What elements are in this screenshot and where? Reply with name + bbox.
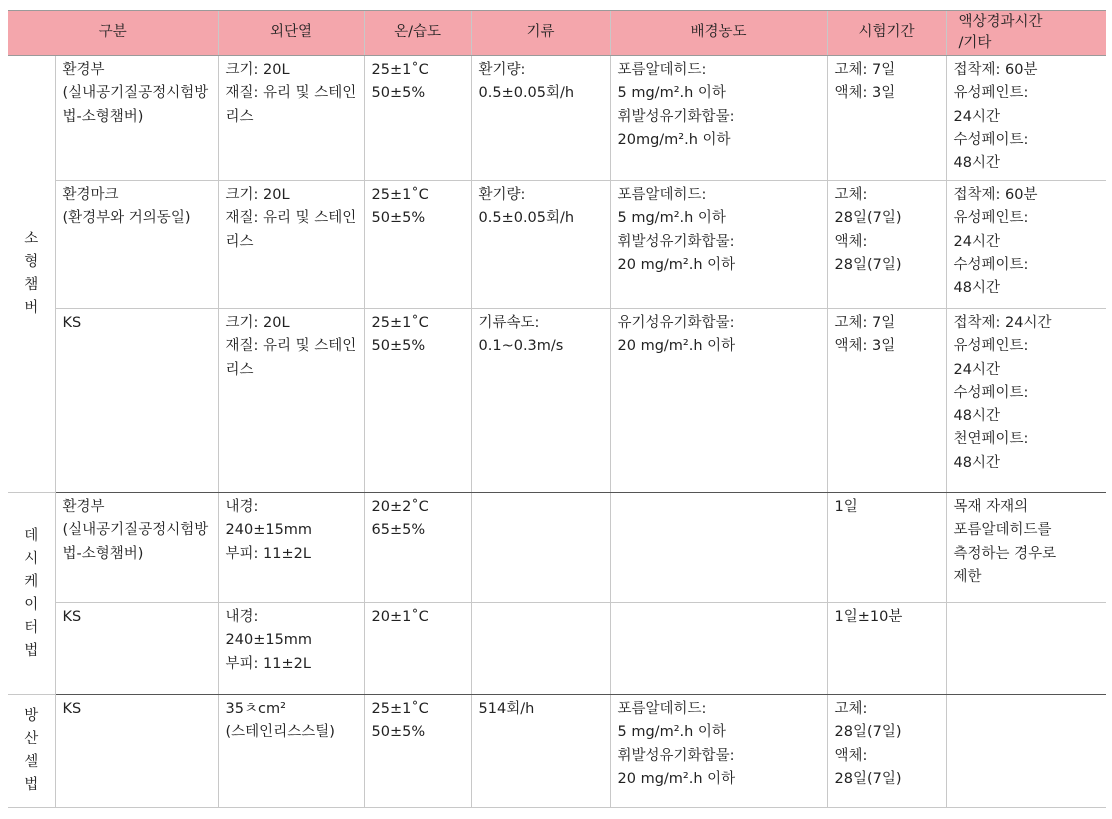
cell-standard: 환경부 (실내공기질공정시험방법-소형챔버)	[55, 493, 218, 603]
cell-temp-humidity: 25±1˚C 50±5%	[364, 695, 471, 808]
cell-airflow: 환기량: 0.5±0.05회/h	[471, 181, 610, 309]
cell-curing-time: 접착제: 24시간 유성페인트: 24시간 수성페이트: 48시간 천연페이트: 48시간	[946, 309, 1106, 493]
cell-airflow	[471, 493, 610, 603]
cell-dimensions: 내경: 240±15mm 부피: 11±2L	[218, 493, 364, 603]
cell-test-period: 고체: 28일(7일) 액체: 28일(7일)	[827, 695, 946, 808]
cell-dimensions: 35ㅊcm² (스테인리스스틸)	[218, 695, 364, 808]
header-test-period: 시험기간	[827, 11, 946, 56]
cell-curing-time: 목재 자재의 포름알데히드를 측정하는 경우로 제한	[946, 493, 1106, 603]
cell-temp-humidity: 25±1˚C 50±5%	[364, 181, 471, 309]
cell-curing-time	[946, 603, 1106, 695]
header-curing-time: 액상경과시간 /기타	[946, 11, 1106, 56]
cell-airflow: 기류속도: 0.1~0.3m/s	[471, 309, 610, 493]
header-temp-humidity: 온/습도	[364, 11, 471, 56]
cell-temp-humidity: 20±1˚C	[364, 603, 471, 695]
table-row	[8, 695, 1106, 808]
cell-background-conc	[610, 493, 827, 603]
cell-background-conc: 유기성유기화합물: 20 mg/m².h 이하	[610, 309, 827, 493]
table-row	[8, 603, 1106, 695]
cell-background-conc: 포름알데히드: 5 mg/m².h 이하 휘발성유기화합물: 20 mg/m².h 이하	[610, 695, 827, 808]
table-row	[8, 56, 1106, 181]
cell-test-period: 1일±10분	[827, 603, 946, 695]
header-category: 구분	[8, 11, 218, 56]
comparison-table	[8, 10, 1106, 808]
cell-test-period: 고체: 7일 액체: 3일	[827, 309, 946, 493]
cell-dimensions: 크기: 20L 재질: 유리 및 스테인리스	[218, 181, 364, 309]
cell-temp-humidity: 25±1˚C 50±5%	[364, 56, 471, 181]
cell-temp-humidity: 20±2˚C 65±5%	[364, 493, 471, 603]
cell-standard: KS	[55, 695, 218, 808]
table-row	[8, 309, 1106, 493]
cell-standard: KS	[55, 603, 218, 695]
cell-temp-humidity: 25±1˚C 50±5%	[364, 309, 471, 493]
cell-curing-time: 접착제: 60분 유성페인트: 24시간 수성페이트: 48시간	[946, 181, 1106, 309]
cell-standard: 환경부 (실내공기질공정시험방법-소형챔버)	[55, 56, 218, 181]
header-dimensions: 외단열	[218, 11, 364, 56]
cell-background-conc: 포름알데히드: 5 mg/m².h 이하 휘발성유기화합물: 20mg/m².h 이하	[610, 56, 827, 181]
cell-test-period: 1일	[827, 493, 946, 603]
cell-test-period: 고체: 7일 액체: 3일	[827, 56, 946, 181]
cell-standard: 환경마크 (환경부와 거의동일)	[55, 181, 218, 309]
cell-test-period: 고체: 28일(7일) 액체: 28일(7일)	[827, 181, 946, 309]
cell-background-conc	[610, 603, 827, 695]
cell-curing-time: 접착제: 60분 유성페인트: 24시간 수성페이트: 48시간	[946, 56, 1106, 181]
group-label-emission-cell: 방산셀법	[8, 695, 55, 808]
cell-standard: KS	[55, 309, 218, 493]
header-background-conc: 배경농도	[610, 11, 827, 56]
group-label-desiccator: 데시케이터법	[8, 493, 55, 695]
cell-dimensions: 크기: 20L 재질: 유리 및 스테인리스	[218, 56, 364, 181]
cell-dimensions: 크기: 20L 재질: 유리 및 스테인리스	[218, 309, 364, 493]
header-airflow: 기류	[471, 11, 610, 56]
cell-airflow: 환기량: 0.5±0.05회/h	[471, 56, 610, 181]
table-row	[8, 493, 1106, 603]
cell-airflow: 514회/h	[471, 695, 610, 808]
cell-airflow	[471, 603, 610, 695]
cell-dimensions: 내경: 240±15mm 부피: 11±2L	[218, 603, 364, 695]
group-label-small-chamber: 소형챔버	[8, 56, 55, 493]
cell-curing-time	[946, 695, 1106, 808]
header-row	[8, 11, 1106, 56]
table-row	[8, 181, 1106, 309]
cell-background-conc: 포름알데히드: 5 mg/m².h 이하 휘발성유기화합물: 20 mg/m².h 이하	[610, 181, 827, 309]
